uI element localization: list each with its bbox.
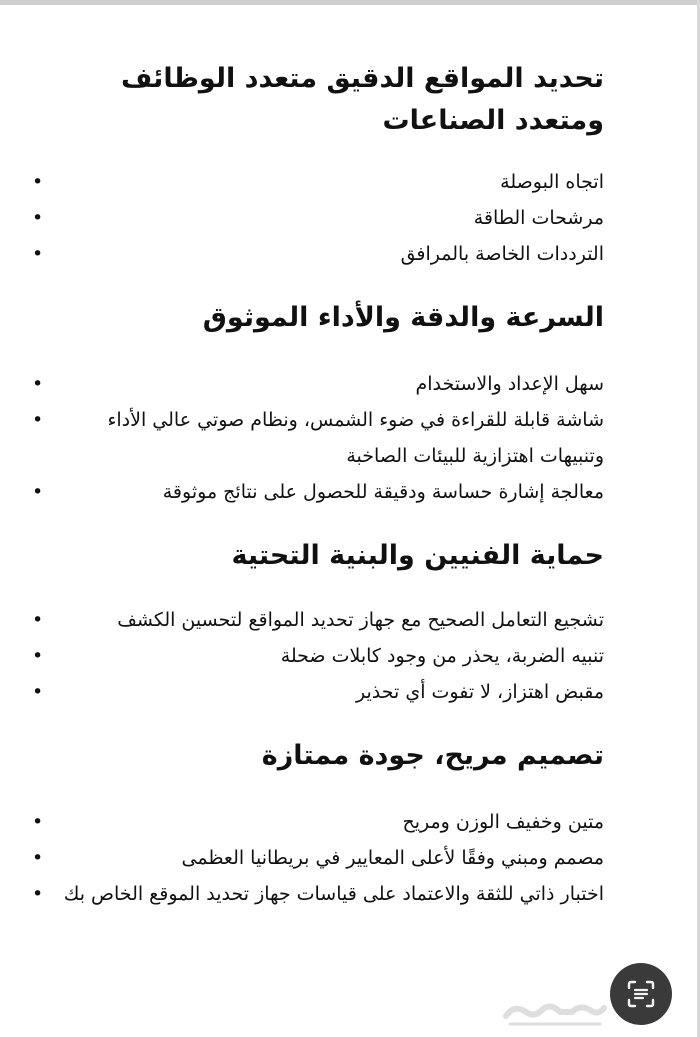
text-scan-button[interactable] bbox=[610, 963, 672, 1025]
list-item: الترددات الخاصة بالمرافق • bbox=[32, 236, 604, 272]
list-item: تشجيع التعامل الصحيح مع جهاز تحديد المواقع لتحسين الكشف • bbox=[32, 602, 604, 638]
list-item: مرشحات الطاقة • bbox=[32, 200, 604, 236]
bullet-list bbox=[32, 804, 604, 912]
section-ergonomic-design bbox=[32, 736, 604, 912]
section-heading: تحديد المواقع الدقيق متعدد الوظائف ومتعدد الصناعات bbox=[121, 63, 604, 136]
list-item: شاشة قابلة للقراءة في ضوء الشمس، ونظام صوتي عالي الأداء وتنبيهات اهتزازية للبيئات الصاخبة • bbox=[32, 402, 604, 474]
list-item: سهل الإعداد والاستخدام • bbox=[32, 366, 604, 402]
haraj-watermark-logo bbox=[500, 996, 608, 1030]
section-heading: تصميم مريح، جودة ممتازة bbox=[261, 740, 604, 771]
list-item: اتجاه البوصلة • bbox=[32, 164, 604, 200]
bullet-list bbox=[32, 602, 604, 710]
list-item: اختبار ذاتي للثقة والاعتماد على قياسات جهاز تحديد الموقع الخاص بك • bbox=[32, 876, 604, 912]
list-item: معالجة إشارة حساسة ودقيقة للحصول على نتائج موثوقة • bbox=[32, 474, 604, 510]
section-heading: السرعة والدقة والأداء الموثوق bbox=[202, 302, 604, 333]
list-item: تنبيه الضربة، يحذر من وجود كابلات ضحلة • bbox=[32, 638, 604, 674]
list-item: متين وخفيف الوزن ومريح • bbox=[32, 804, 604, 840]
section-multi-function bbox=[32, 58, 604, 272]
bullet-list bbox=[32, 164, 604, 272]
list-item: مقبض اهتزاز، لا تفوت أي تحذير • bbox=[32, 674, 604, 710]
list-item: مصمم ومبني وفقًا لأعلى المعايير في بريطانيا العظمى • bbox=[32, 840, 604, 876]
text-scan-icon bbox=[626, 979, 656, 1009]
section-heading: حماية الفنيين والبنية التحتية bbox=[231, 540, 604, 571]
section-protection bbox=[32, 536, 604, 710]
section-speed-accuracy bbox=[32, 298, 604, 510]
bullet-list bbox=[32, 366, 604, 510]
